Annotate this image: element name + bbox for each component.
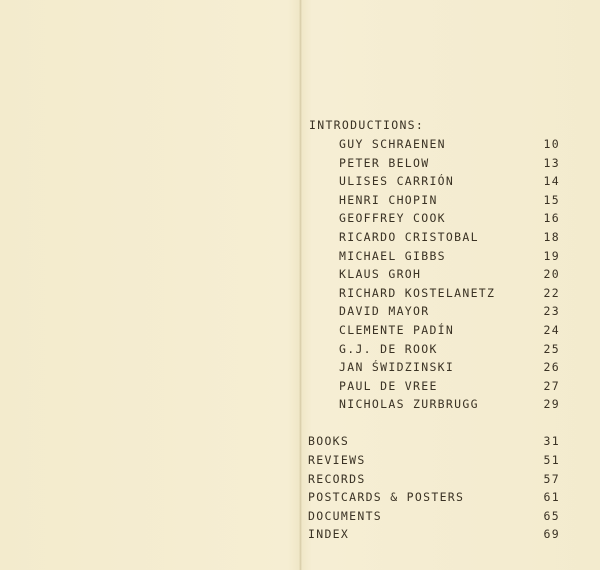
toc-entry-title: CLEMENTE PADÍN <box>339 323 455 337</box>
toc-entry-title: G.J. DE ROOK <box>339 341 438 356</box>
toc-entry-title: GUY SCHRAENEN <box>339 137 446 151</box>
toc-entry-title: ULISES CARRIÓN <box>339 174 455 189</box>
toc-entry-page: 13 <box>543 155 560 170</box>
toc-section-title: DOCUMENTS <box>308 509 383 523</box>
toc-section-page: 69 <box>543 527 560 541</box>
toc-section-title: POSTCARDS & POSTERS <box>308 490 465 504</box>
toc-entry-title: RICHARD KOSTELANETZ <box>339 285 496 300</box>
toc-entry-page: 25 <box>543 341 560 356</box>
toc-entry-page: 20 <box>543 267 560 282</box>
toc-section-page: 57 <box>543 472 560 486</box>
toc-section-title: RECORDS <box>308 472 366 486</box>
toc-entry-page: 29 <box>543 397 560 412</box>
toc-entry-title: JAN ŚWIDZINSKI <box>339 360 455 375</box>
toc-entry-page: 15 <box>543 192 560 207</box>
toc-entry-page: 16 <box>543 211 560 226</box>
toc-section-page: 51 <box>543 453 560 467</box>
toc-entry-page: 23 <box>543 304 560 319</box>
toc-entry-page: 26 <box>543 360 560 375</box>
toc-entry-page: 19 <box>543 248 560 263</box>
toc-entry-title: PETER BELOW <box>339 155 430 170</box>
toc-section-title: REVIEWS <box>308 453 366 467</box>
toc-section-title: INDEX <box>308 527 350 541</box>
toc-entry-title: DAVID MAYOR <box>339 304 430 319</box>
toc-entry-page: 14 <box>543 174 560 189</box>
toc-entry-title: HENRI CHOPIN <box>339 192 438 207</box>
toc-entry-page: 22 <box>543 285 560 300</box>
toc-entry-page: 24 <box>543 323 560 337</box>
toc-entry-title: GEOFFREY COOK <box>339 211 446 226</box>
toc-entry-title: PAUL DE VREE <box>339 378 438 393</box>
toc-section-page: 65 <box>543 509 560 523</box>
toc-entry-title: RICARDO CRISTOBAL <box>339 230 479 244</box>
toc-heading: INTRODUCTIONS: <box>309 118 425 132</box>
toc-entry-title: MICHAEL GIBBS <box>339 248 446 263</box>
toc-entry-page: 10 <box>543 137 560 151</box>
toc-section-title: BOOKS <box>308 434 350 448</box>
toc-entry-page: 18 <box>543 230 560 244</box>
toc-section-page: 31 <box>543 434 560 448</box>
toc-entry-title: NICHOLAS ZURBRUGG <box>339 397 479 412</box>
toc-entry-title: KLAUS GROH <box>339 267 422 282</box>
toc-entry-page: 27 <box>543 378 560 393</box>
toc-section-page: 61 <box>543 490 560 504</box>
